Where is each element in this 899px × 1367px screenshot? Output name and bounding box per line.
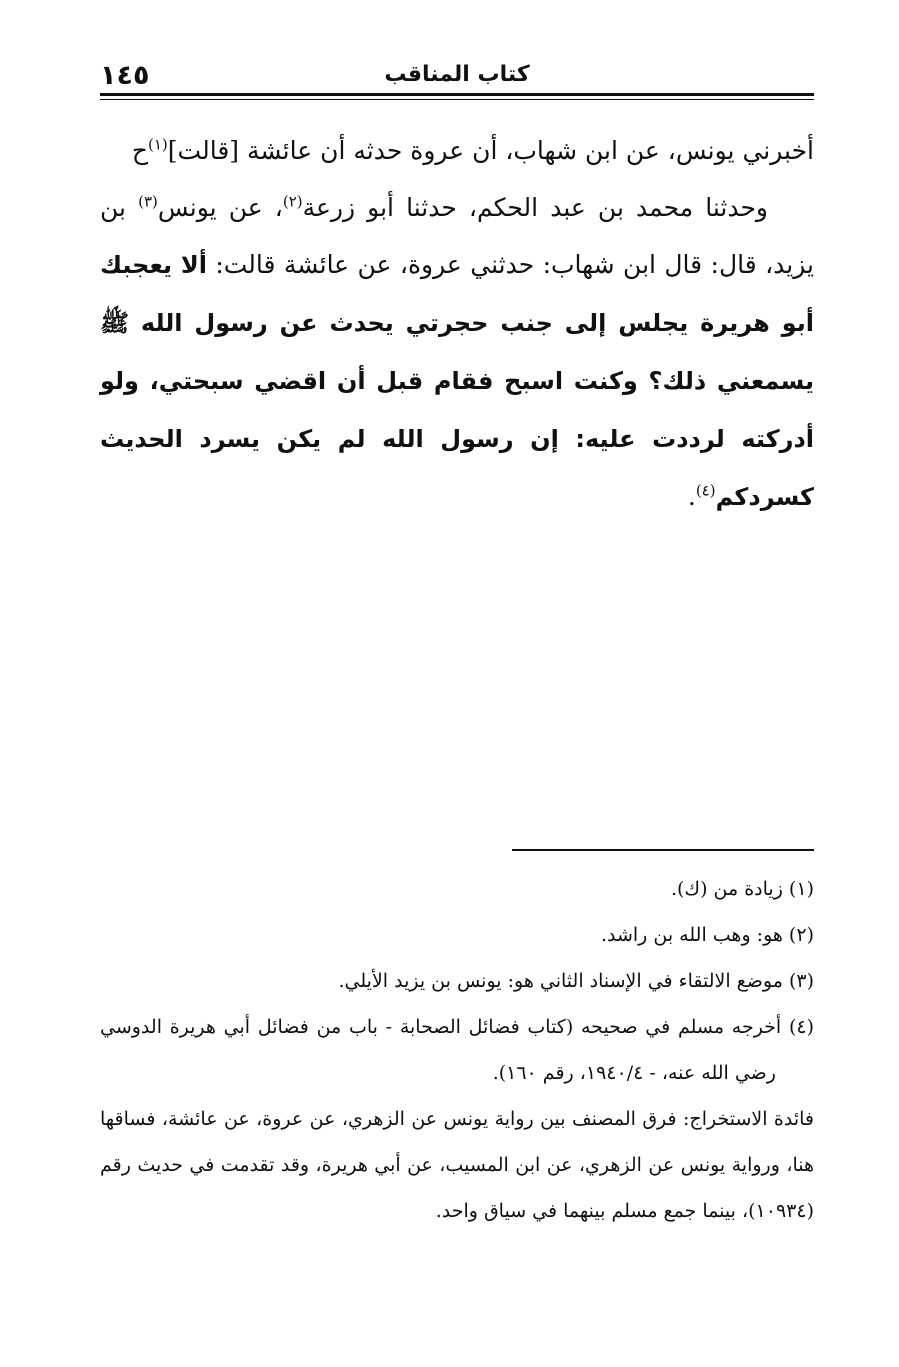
page-header <box>100 60 814 94</box>
paragraph-2-text-c: بن يزيد، قال: قال ابن شهاب: حدثني عروة، عن عائشة قالت: <box>100 193 814 279</box>
header-rule <box>100 93 814 96</box>
paragraph-1-text: أخبرني يونس، عن ابن شهاب، أن عروة حدثه أن عائشة [قالت] <box>167 136 814 165</box>
footnote-ref-3: (٣) <box>138 192 158 211</box>
paragraph-2-text-a: وحدثنا محمد بن عبد الحكم، حدثنا أبو زرعة <box>302 193 768 222</box>
paragraph-2-text-b: ، عن يونس <box>157 193 283 222</box>
footnote-note: فائدة الاستخراج: فرق المصنف بين رواية يونس عن الزهري، عن عروة، عن عائشة، فساقها هنا، ورواية يونس عن الزهري، عن ابن المسيب، عن أبي هريرة، وقد تقدمت في حديث رقم (١٠٩٣٤)، بينما جمع مسلم بينهما في سياق واحد. <box>100 1108 814 1222</box>
footnote-4: (٤) أخرجه مسلم في صحيحه (كتاب فضائل الصحابة - باب من فضائل أبي هريرة الدوسي رضي الله عنه، - ١٩٤٠/٤، رقم ١٦٠). <box>100 1016 814 1084</box>
page-number: ١٤٥ <box>100 60 150 91</box>
main-text <box>100 122 814 526</box>
footnote-separator <box>512 849 814 851</box>
footnotes <box>100 866 814 1234</box>
footnote-2: (٢) هو: وهب الله بن راشد. <box>600 924 814 946</box>
footnote-ref-1: (١) <box>148 135 168 154</box>
footnote-ref-2: (٢) <box>282 192 303 211</box>
footnote-3: (٣) موضع الالتقاء في الإسناد الثاني هو: يونس بن يزيد الأيلي. <box>338 970 814 992</box>
footnote-ref-4: (٤) <box>695 481 716 500</box>
ha-marker: ح <box>131 136 148 165</box>
footnote-1: (١) زيادة من (ك). <box>670 878 814 900</box>
header-rule-thin <box>100 99 814 100</box>
paragraph-1 <box>100 122 814 179</box>
paragraph-2-end: . <box>687 482 696 511</box>
running-title: كتاب المناقب <box>384 62 530 87</box>
hadith-text-bold: ألا يعجبك أبو هريرة يجلس إلى جنب حجرتي يحدث عن رسول الله ﷺ يسمعني ذلك؟ وكنت اسبح فقام قبل أن اقضي سبحتي، ولو أدركته لرددت عليه: إن رسول الله لم يكن يسرد الحديث كسردكم <box>100 251 814 511</box>
paragraph-2 <box>100 179 814 526</box>
